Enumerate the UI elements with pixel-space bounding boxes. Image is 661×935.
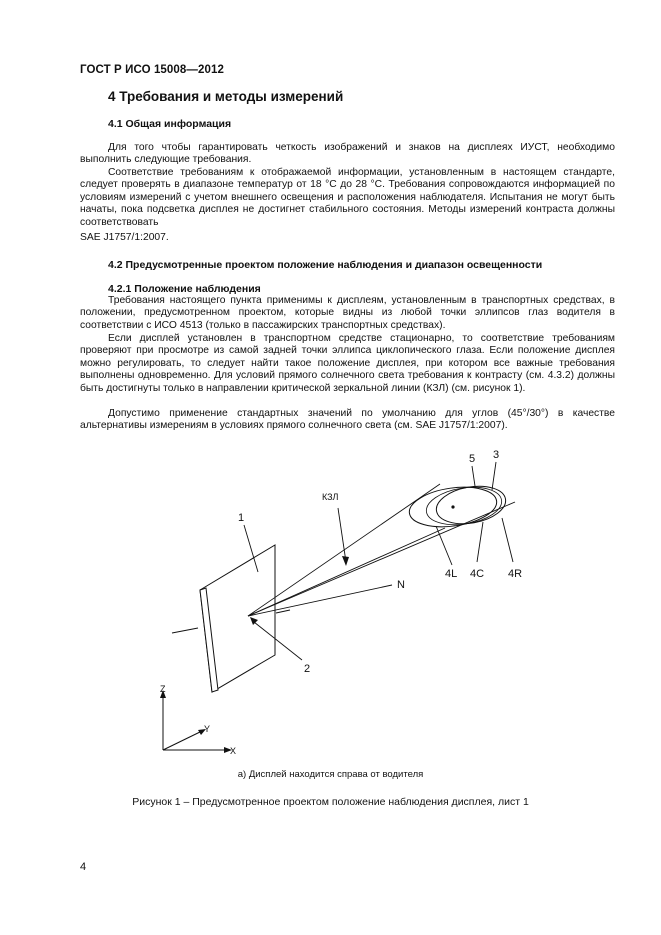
document-header: ГОСТ Р ИСО 15008—2012 (80, 64, 225, 76)
s421-paragraph-1: Требования настоящего пункта применимы к дисплеям, установленным в транспортных средствах, в положении, предусмотренном проектом, которые видны из любой точки эллипсов глаз водителя в соответствии с ИСО 4513 (только в пассажирских транспортных средствах). (80, 295, 615, 331)
section-4-2-title: 4.2 Предусмотренные проектом положение наблюдения и диапазон освещенности (108, 259, 543, 271)
sight-line-lower (248, 528, 445, 616)
label-4c: 4C (470, 568, 485, 580)
label-3: 3 (493, 449, 500, 461)
display-label: 1 (238, 512, 245, 524)
s41-paragraph-2: Соответствие требованиям к отображаемой информации, установленным в настоящем стандарте, следует проверять в диапазоне температур от 18 °С до 28 °С. Требования сопровождаются информацией по условиям измерений с учетом внешнего освещения и расположения наблюдателя. Испытания не могут быть начаты, пока подсветка дисплея не достигнет стабильного состояния. Методы измерений контраста должны соответствовать (80, 167, 615, 228)
s421-paragraph-2: Если дисплей установлен в транспортном средстве стационарно, то соответствие требованиям проверяют при просмотре из самой задней точки эллипса циклопического глаза. Если положение дисплея можно регулировать, то следует найти такое положение дисплея, при котором все важные требования выполнены одновременно. Для условий прямого солнечного света требования к контрасту (см. 4.3.2) должны быть достигнуты только в направлении критической зеркальной линии (КЗЛ) (см. рисунок 1). (80, 333, 615, 394)
s41-paragraph-2-end: SAE J1757/1:2007. (80, 232, 169, 243)
label-5-leader (472, 466, 475, 486)
section-4-2-1-title: 4.2.1 Положение наблюдения (108, 283, 261, 295)
page-number: 4 (80, 861, 87, 873)
figure-subcaption: а) Дисплей находится справа от водителя (237, 769, 424, 780)
ellipse-center-point (451, 505, 454, 508)
kzl-label: КЗЛ (322, 492, 339, 502)
label-4l: 4L (445, 568, 458, 580)
label-4r: 4R (508, 568, 523, 580)
kzl-line (345, 502, 350, 560)
center-label: 2 (304, 663, 311, 675)
s421-paragraph-3: Допустимо применение стандартных значений по умолчанию для углов (45°/30°) в качестве альтернативы измерениям в условиях прямого солнечного света (см. SAE J1757/1:2007). (80, 408, 615, 432)
viewing-position-diagram (140, 420, 560, 765)
sight-line-mid (248, 502, 515, 616)
axis-y-label: Y (204, 724, 211, 734)
axis-x-label: X (230, 746, 237, 756)
kzl-arrowhead (342, 556, 349, 566)
label-5: 5 (469, 453, 476, 465)
axis-y (163, 731, 202, 750)
eye-ellipse-right (433, 481, 508, 529)
display-axis-line (172, 628, 198, 633)
figure-1-diagram (140, 420, 560, 765)
display-axis-line-2 (276, 610, 290, 613)
section-4-title: 4 Требования и методы измерений (108, 89, 344, 104)
axis-z-label: Z (160, 684, 166, 694)
normal-label: N (397, 579, 405, 591)
label-4c-leader (477, 522, 483, 562)
kzl-indicator (338, 508, 346, 562)
label-4r-leader (502, 518, 513, 562)
s41-paragraph-1: Для того чтобы гарантировать четкость изображений и знаков на дисплеях ИУСТ, необходимо выполнить следующие требования. (80, 142, 615, 166)
figure-caption: Рисунок 1 – Предусмотренное проектом положение наблюдения дисплея, лист 1 (132, 796, 529, 808)
section-4-1-title: 4.1 Общая информация (108, 118, 232, 130)
label-3-leader (492, 462, 496, 490)
